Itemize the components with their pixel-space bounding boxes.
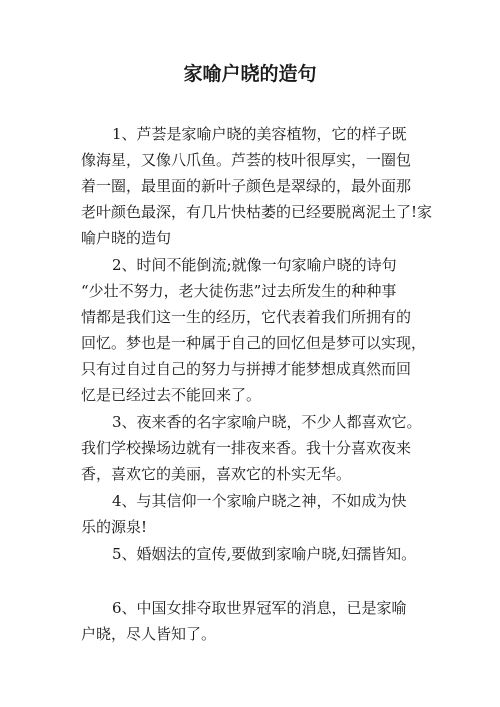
paragraph-2-line-5: 只有过自过自己的努力与拼搏才能梦想成真然而回 [81, 360, 412, 378]
paragraph-4-line-2: 乐的源泉! [81, 518, 148, 536]
paragraph-6-line-1: 6、中国女排夺取世界冠军的消息，已是家喻 [112, 599, 407, 617]
paragraph-1-line-2: 像海星，又像八爪鱼。芦荟的枝叶很厚实，一圈包 [81, 151, 412, 169]
paragraph-2-line-3: 情都是我们这一生的经历，它代表着我们所拥有的 [81, 308, 412, 326]
paragraph-2-line-4: 回忆。梦也是一种属于自己的回忆但是梦可以实现， [81, 334, 427, 352]
paragraph-2-line-1: 2、时间不能倒流;就像一句家喻户晓的诗句 [112, 256, 397, 274]
paragraph-1-line-4: 老叶颜色最深，有几片快枯萎的已经要脱离泥土了!家 [81, 203, 433, 221]
paragraph-3-line-1: 3、夜来香的名字家喻户晓，不少人都喜欢它。 [112, 413, 422, 431]
paragraph-1-line-3: 着一圈，最里面的新叶子颜色是翠绿的，最外面那 [81, 177, 412, 195]
paragraph-4-line-1: 4、与其信仰一个家喻户晓之神，不如成为快 [112, 492, 407, 510]
paragraph-2-line-6: 忆是已经过去不能回来了。 [81, 386, 262, 404]
paragraph-3-line-2: 我们学校操场边就有一排夜来香。我十分喜欢夜来 [81, 439, 412, 457]
paragraph-5-line-1: 5、婚姻法的宣传,要做到家喻户晓,妇孺皆知。 [112, 545, 417, 563]
paragraph-3-line-3: 香，喜欢它的美丽，喜欢它的朴实无华。 [81, 465, 352, 483]
paragraph-6-line-2: 户晓，尽人皆知了。 [81, 625, 217, 643]
page-title: 家喻户晓的造句 [183, 63, 317, 85]
paragraph-2-line-2: “少壮不努力，老大徒伤悲”过去所发生的种种事 [81, 282, 397, 300]
paragraph-1-line-5: 喻户晓的造句 [81, 229, 172, 247]
paragraph-1-line-1: 1、芦荟是家喻户晓的美容植物，它的样子既 [112, 125, 407, 143]
